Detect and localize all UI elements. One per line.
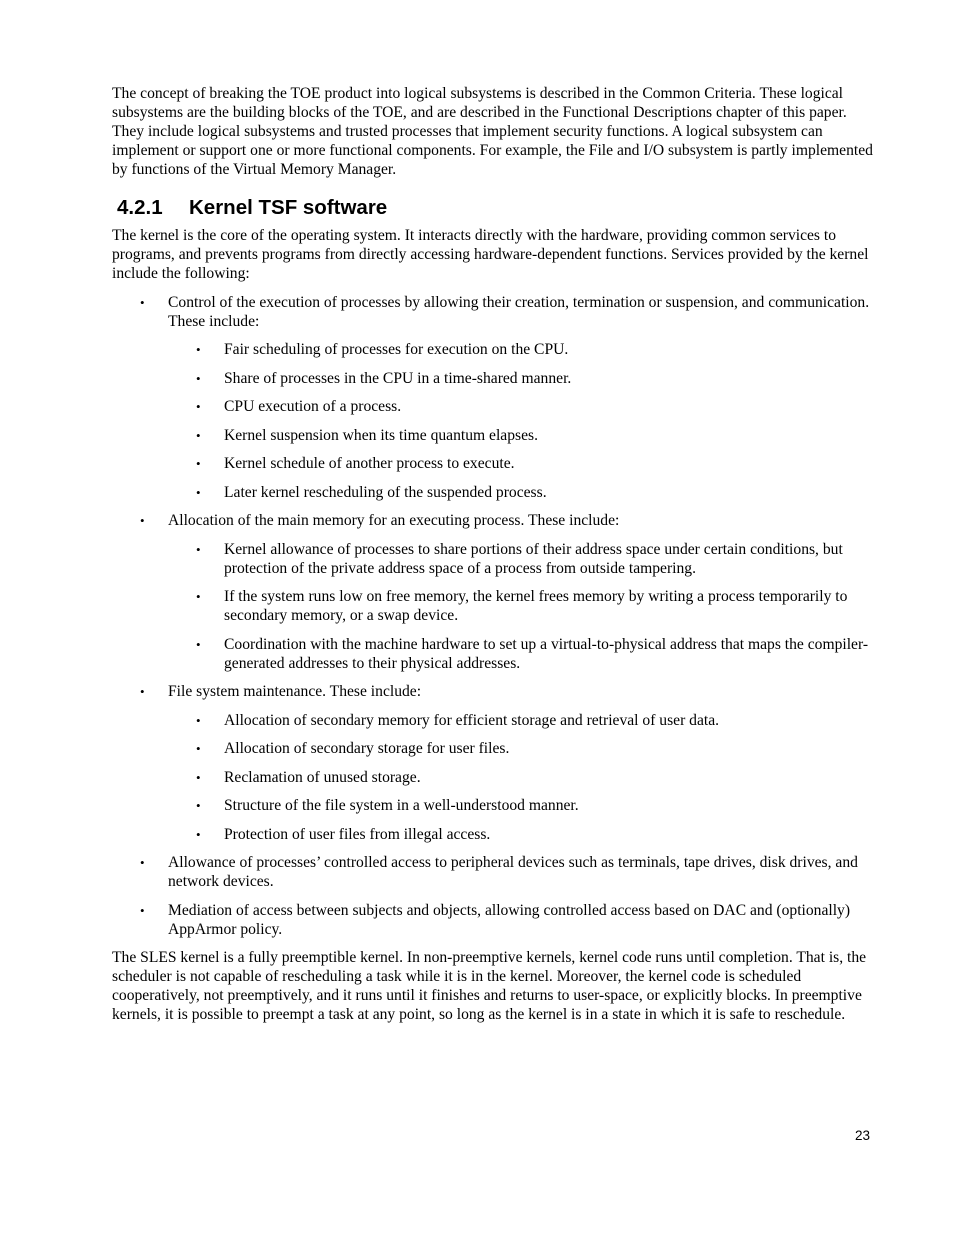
sub-list-item-text: Later kernel rescheduling of the suspended process. [224, 483, 547, 501]
sub-list [168, 540, 874, 673]
page-number: 23 [854, 1128, 870, 1143]
list-item-text: Mediation of access between subjects and objects, allowing controlled access based on DAC and (optionally) AppArmor policy. [168, 901, 851, 938]
bullet-glyph: • [140, 294, 145, 310]
sub-list-item-text: Allocation of secondary storage for user files. [224, 740, 510, 757]
sub-list-item [168, 635, 874, 673]
sub-list-item [168, 483, 874, 502]
bullet-glyph: • [196, 399, 201, 414]
bullet-glyph: • [196, 589, 201, 604]
bullet-glyph: • [140, 684, 145, 699]
bullet-glyph: • [196, 741, 201, 756]
bullet-glyph: • [196, 342, 201, 357]
bullet-glyph: • [196, 484, 201, 500]
sub-list-item [168, 739, 874, 758]
sub-list-item-text: Share of processes in the CPU in a time-shared manner. [224, 369, 572, 387]
bullet-glyph: • [196, 798, 201, 813]
sub-list-item [168, 796, 874, 815]
list-item-text: File system maintenance. These include: [168, 683, 422, 700]
sub-list-item [168, 340, 874, 359]
sub-list [168, 711, 874, 844]
list-item-text: Control of the execution of processes by allowing their creation, termination or suspension, and communication. These include: [168, 293, 870, 330]
sub-list-item-text: Allocation of secondary memory for efficient storage and retrieval of user data. [224, 711, 720, 729]
bullet-glyph: • [196, 636, 201, 652]
page-content [112, 84, 874, 1024]
kernel-intro-paragraph: The kernel is the core of the operating system. It interacts directly with the hardware, providing common services to programs, and prevents programs from directly accessing hardware-dependent functions. Services provided by the kernel include the following: [112, 227, 869, 282]
closing-paragraph: The SLES kernel is a fully preemptible kernel. In non-preemptive kernels, kernel code runs until completion. That is, the scheduler is not capable of rescheduling a task while it is in the kernel. Moreover, the kernel code is scheduled cooperatively, not preemptively, and it runs until it finishes and returns to user-space, or explicitly blocks. In preemptive kernels, it is possible to preempt a task at any point, so long as the kernel is in a state in which it is safe to reschedule. [112, 949, 867, 1023]
sub-list-item [168, 711, 874, 730]
bullet-glyph: • [196, 826, 201, 842]
bullet-glyph: • [196, 370, 201, 386]
sub-list-item-text: Structure of the file system in a well-understood manner. [224, 797, 579, 814]
intro-paragraph: The concept of breaking the TOE product into logical subsystems is described in the Common Criteria. These logical subsystems are the building blocks of the TOE, and are described in the Functional Descriptions chapter of this paper. They include logical subsystems and trusted processes that implement security functions. A logical subsystem can implement or support one or more functional components. For example, the File and I/O subsystem is partly implemented by functions of the Virtual Memory Manager. [112, 85, 873, 178]
sub-list-item-text: Protection of user files from illegal access. [224, 825, 491, 843]
sub-list-item-text: Coordination with the machine hardware to set up a virtual-to-physical address that maps the compiler-generated addresses to their physical addresses. [224, 635, 869, 672]
sub-list-item-text: If the system runs low on free memory, the kernel frees memory by writing a process temporarily to secondary memory, or a swap device. [224, 588, 848, 624]
sub-list-item [168, 397, 874, 416]
bullet-glyph: • [196, 712, 201, 728]
bullet-glyph: • [196, 427, 201, 443]
section-heading [117, 196, 874, 220]
sub-list-item [168, 587, 874, 625]
sub-list-item-text: CPU execution of a process. [224, 398, 402, 415]
sub-list [168, 340, 874, 502]
list-item [112, 901, 874, 939]
sub-list-item [168, 540, 874, 578]
bullet-glyph: • [140, 513, 145, 528]
sub-list-item-text: Kernel suspension when its time quantum elapses. [224, 426, 538, 444]
list-item-text: Allowance of processes’ controlled access to peripheral devices such as terminals, tape drives, disk drives, and network devices. [168, 854, 858, 890]
sub-list-item-text: Kernel allowance of processes to share portions of their address space under certain conditions, but protection of the private address space of a process from outside tampering. [224, 540, 843, 577]
sub-list-item [168, 825, 874, 844]
section-number: 4.2.1 [117, 196, 163, 219]
sub-list-item [168, 454, 874, 473]
sub-list-item-text: Reclamation of unused storage. [224, 768, 421, 786]
list-item [112, 293, 874, 502]
bullet-glyph: • [196, 769, 201, 785]
list-item [112, 682, 874, 844]
services-list [112, 293, 874, 939]
sub-list-item [168, 369, 874, 388]
list-item [112, 511, 874, 673]
sub-list-item [168, 426, 874, 445]
sub-list-item-text: Fair scheduling of processes for execution on the CPU. [224, 341, 569, 358]
sub-list-item-text: Kernel schedule of another process to execute. [224, 455, 515, 472]
section-title: Kernel TSF software [189, 196, 388, 219]
list-item-text: Allocation of the main memory for an executing process. These include: [168, 512, 620, 529]
list-item [112, 853, 874, 891]
bullet-glyph: • [196, 541, 201, 557]
sub-list-item [168, 768, 874, 787]
bullet-glyph: • [196, 456, 201, 471]
bullet-glyph: • [140, 855, 145, 870]
bullet-glyph: • [140, 902, 145, 918]
